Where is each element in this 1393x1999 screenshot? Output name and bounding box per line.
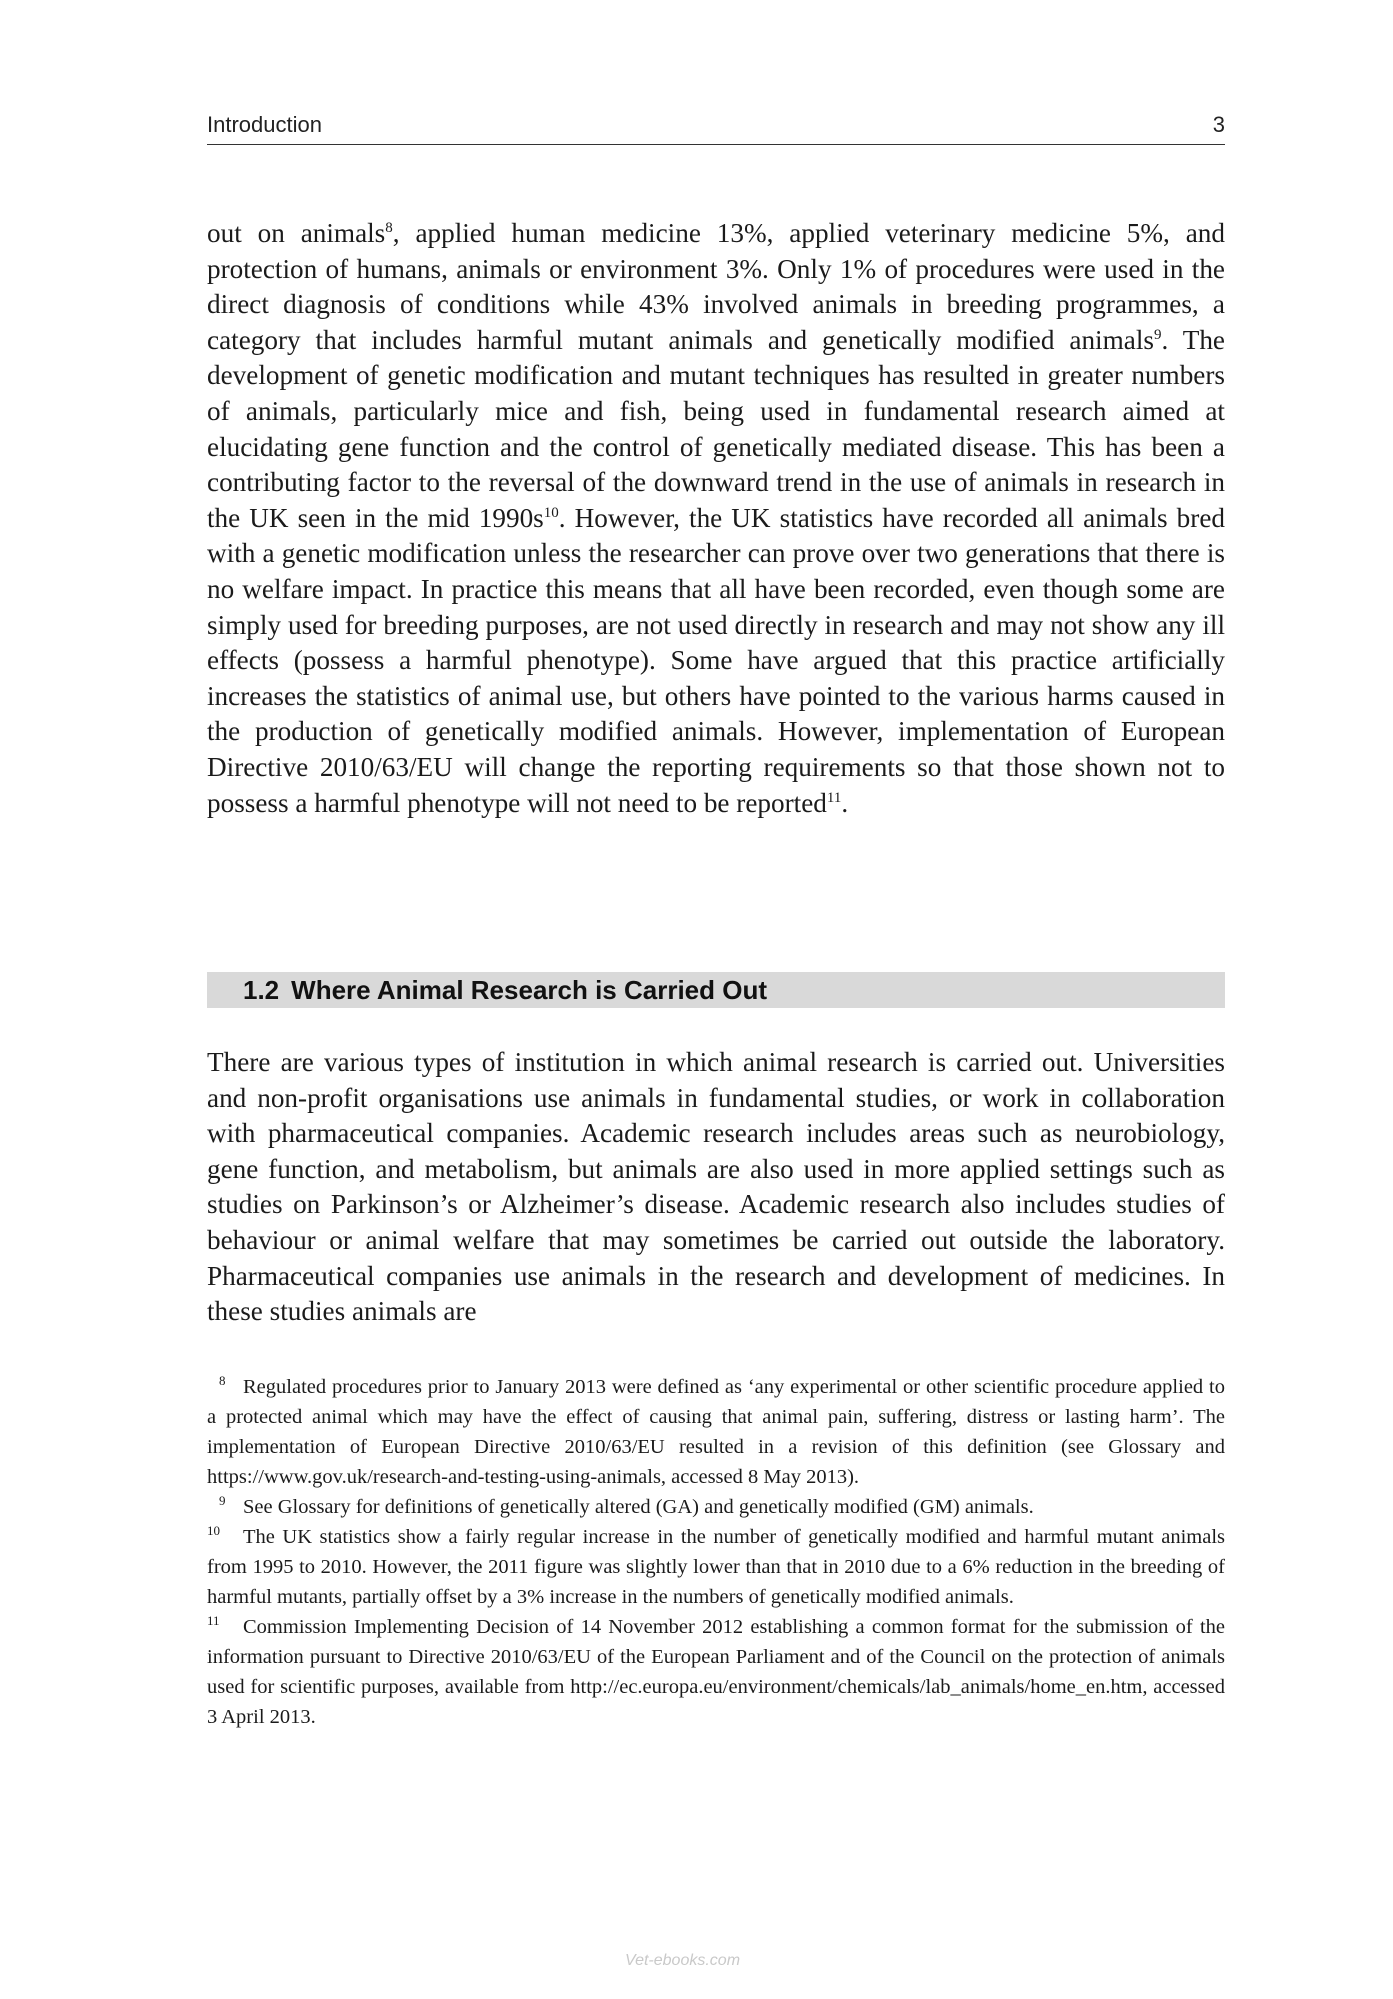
footnote-10: 10 The UK statistics show a fairly regular increase in the number of genetically modified and harmful mutant animals from 1995 to 2010. However, the 2011 figure was slightly lower than that in 2010 due to a 6% reduction in the breeding of harmful mutants, partially offset by a 3% increase in the numbers of genetically modified animals. (207, 1523, 1225, 1608)
paragraph-animal-use-statistics (207, 216, 1225, 821)
footnote-text: Regulated procedures prior to January 2013 were defined as ‘any experimental or other scientific procedure applied to a protected animal which may have the effect of causing that animal pain, suffering, distress or lasting harm’. The implementation of European Directive 2010/63/EU resulted in a revision of this definition (see Glossary and https://www.gov.uk/research-and-testing-using-animals, accessed 8 May 2013). (207, 1376, 1225, 1488)
paragraph-institutions: There are various types of institution in which animal research is carried out. Universities and non-profit organisations use animals in fundamental studies, or work in collaboration with pharmaceutical companies. Academic research includes areas such as neurobiology, gene function, and metabolism, but animals are also used in more applied settings such as studies on Parkinson’s or Alzheimer’s disease. Academic research also includes studies of behaviour or animal welfare that may sometimes be carried out outside the laboratory. Pharmaceutical companies use animals in the research and development of medicines. In these studies animals are (207, 1047, 1225, 1327)
footnote-ref-8[interactable]: 8 (385, 220, 393, 236)
paragraph-text: . (841, 787, 849, 818)
footnote-ref-9[interactable]: 9 (1153, 326, 1162, 343)
running-head-title: Introduction (207, 112, 322, 137)
footnote-text: The UK statistics show a fairly regular increase in the number of genetically modified and harmful mutant animals from 1995 to 2010. However, the 2011 figure was slightly lower than that in 2010 due to a 6% reduction in the breeding of harmful mutants, partially offset by a 3% increase in the numbers of genetically modified animals. (207, 1526, 1225, 1608)
footnote-text: See Glossary for definitions of genetically altered (GA) and genetically modified (GM) animals. (243, 1496, 1034, 1518)
section-title: Where Animal Research is Carried Out (291, 975, 768, 1005)
footnote-ref-11[interactable]: 11 (826, 789, 842, 806)
footnote-ref-10[interactable]: 10 (543, 504, 559, 521)
footnote-8: 8 Regulated procedures prior to January 2013 were defined as ‘any experimental or other scientific procedure applied to a protected animal which may have the effect of causing that animal pain, suffering, distress or lasting harm’. The implementation of European Directive 2010/63/EU resulted in a revision of this definition (see Glossary and https://www.gov.uk/research-and-testing-using-animals, accessed 8 May 2013). (207, 1373, 1225, 1488)
paragraph-text: . The development of genetic modification and mutant techniques has resulted in greater numbers of animals, particularly mice and fish, being used in fundamental research aimed at elucidating gene function and the control of genetically mediated disease. This has been a contributing factor to the reversal of the downward trend in the use of animals in research in the UK seen in the mid 1990s (207, 324, 1225, 533)
paragraph-text: . However, the UK statistics have recorded all animals bred with a genetic modification unless the researcher can prove over two generations that there is no welfare impact. In practice this means that all have been recorded, even though some are simply used for breeding purposes, are not used directly in research and may not show any ill effects (possess a harmful phenotype). Some have argued that this practice artificially increases the statistics of animal use, but others have pointed to the various harms caused in the production of genetically modified animals. However, implementation of European Directive 2010/63/EU will change the reporting requirements so that those shown not to possess a harmful phenotype will not need to be reported (207, 502, 1225, 818)
footnotes (207, 1372, 1225, 1732)
running-head (207, 112, 1225, 145)
watermark-logo: Vet-ebooks.com (625, 1952, 741, 1969)
paragraph-text: out on animals (207, 218, 386, 248)
footnote-9: 9 See Glossary for definitions of genetically altered (GA) and genetically modified (GM) animals. (219, 1493, 1034, 1518)
section-number: 1.2 (243, 975, 280, 1005)
paragraph-text: , applied human medicine 13%, applied veterinary medicine 5%, and protection of humans, animals or environment 3%. Only 1% of procedures were used in the direct diagnosis of conditions while 43% involved animals in breeding programmes, a category that includes harmful mutant animals and genetically modified animals (207, 218, 1225, 355)
footnote-11: 11 Commission Implementing Decision of 14 November 2012 establishing a common format for the submission of the information pursuant to Directive 2010/63/EU of the European Parliament and of the Council on the protection of animals used for scientific purposes, available from http://ec.europa.eu/environment/chemicals/lab_animals/home_en.htm, accessed 3 April 2013. (207, 1613, 1225, 1728)
page-number: 3 (1212, 112, 1225, 137)
footnote-text: Commission Implementing Decision of 14 November 2012 establishing a common format for the submission of the information pursuant to Directive 2010/63/EU of the European Parliament and of the Council on the protection of animals used for scientific purposes, available from http://ec.europa.eu/environment/chemicals/lab_animals/home_en.htm, accessed 3 April 2013. (207, 1616, 1225, 1728)
section-heading (207, 972, 1225, 1008)
